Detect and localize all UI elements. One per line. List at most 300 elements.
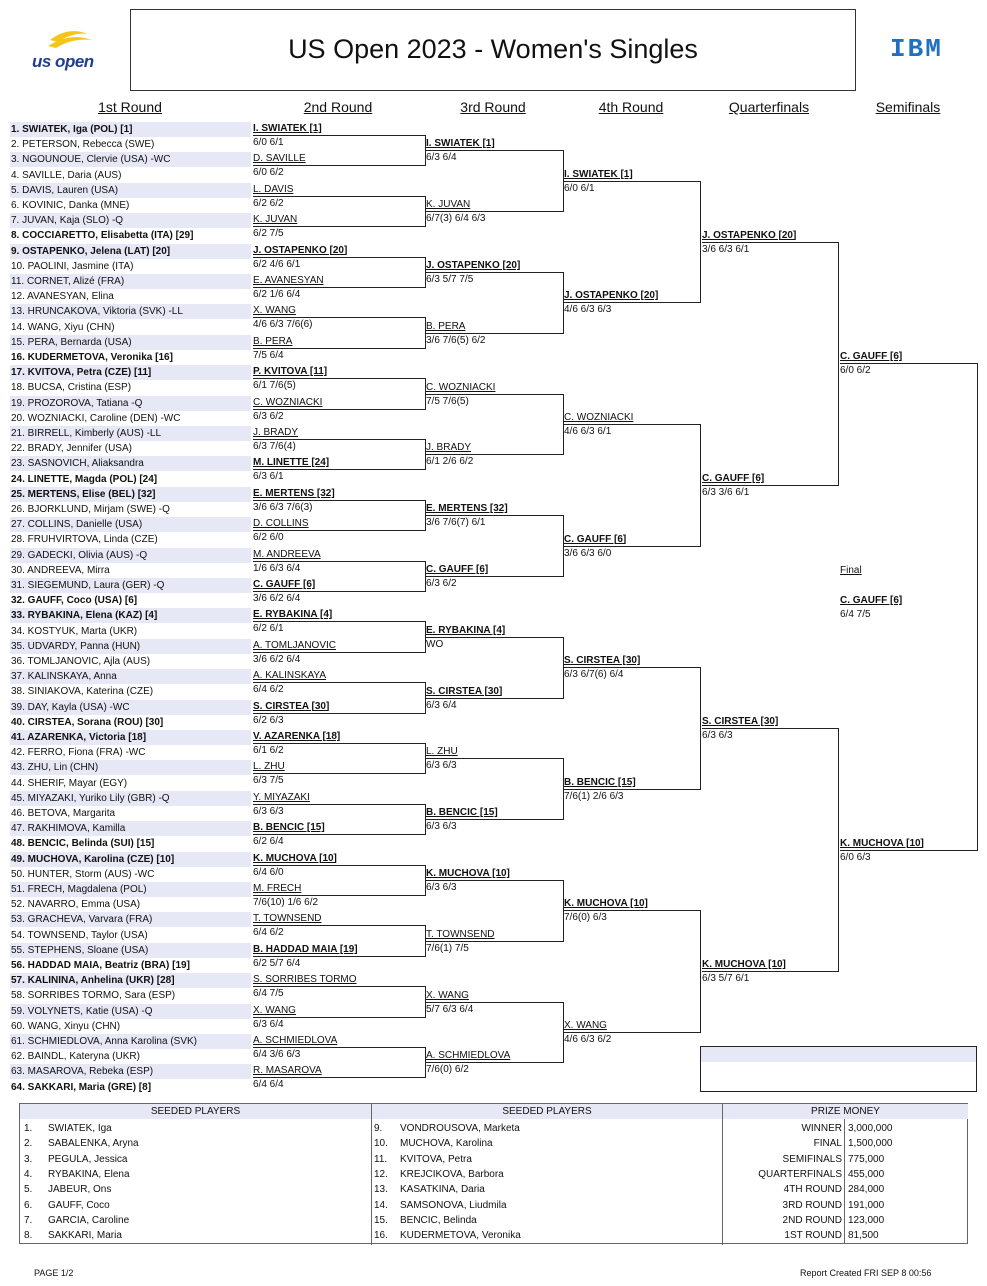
round2-winner: X. WANG bbox=[253, 1004, 296, 1016]
round2-winner: X. WANG bbox=[253, 305, 296, 317]
round4-winner: X. WANG bbox=[564, 1020, 607, 1031]
round2-score: 6/2 6/0 bbox=[253, 532, 284, 544]
bracket-line bbox=[253, 409, 425, 410]
round3-score: 6/3 6/3 bbox=[426, 760, 457, 772]
bracket-line bbox=[700, 910, 701, 1033]
bracket-line bbox=[702, 728, 838, 729]
round-header-4: 4th Round bbox=[598, 99, 664, 115]
bracket-line bbox=[426, 272, 563, 273]
round3-winner: E. RYBAKINA [4] bbox=[426, 624, 506, 636]
round2-winner: C. GAUFF [6] bbox=[253, 579, 316, 590]
prize-header: PRIZE MONEY bbox=[723, 1104, 968, 1119]
round2-winner: D. COLLINS bbox=[253, 518, 309, 530]
bracket-line bbox=[253, 682, 425, 683]
prize-round: WINNER bbox=[801, 1123, 842, 1134]
round1-player: 52. NAVARRO, Emma (USA) bbox=[11, 899, 141, 911]
round2-winner: P. KVITOVA [11] bbox=[253, 366, 328, 378]
bracket-line bbox=[253, 257, 425, 258]
round2-winner: E. RYBAKINA [4] bbox=[253, 609, 333, 621]
round3-score: 6/7(3) 6/4 6/3 bbox=[426, 213, 486, 225]
round2-winner: D. SAVILLE bbox=[253, 153, 306, 165]
round2-score: 4/6 6/3 7/6(6) bbox=[253, 319, 313, 331]
quarterfinals-winner: K. MUCHOVA [10] bbox=[702, 959, 786, 971]
round1-player: 39. DAY, Kayla (USA) -WC bbox=[10, 700, 251, 715]
round1-player: 33. RYBAKINA, Elena (KAZ) [4] bbox=[10, 608, 251, 623]
round2-winner: J. OSTAPENKO [20] bbox=[253, 244, 348, 256]
bracket-line bbox=[426, 454, 563, 455]
bracket-line bbox=[564, 910, 700, 911]
round4-score: 6/3 6/7(6) 6/4 bbox=[564, 669, 624, 681]
round1-player: 64. SAKKARI, Maria (GRE) [8] bbox=[11, 1081, 152, 1093]
round1-player: 7. JUVAN, Kaja (SLO) -Q bbox=[10, 213, 251, 228]
bracket-line bbox=[253, 500, 425, 501]
bracket-line bbox=[253, 591, 425, 592]
round2-score: 6/3 6/1 bbox=[253, 471, 284, 483]
round4-winner: S. CIRSTEA [30] bbox=[564, 655, 641, 667]
seed-name: SAMSONOVA, Liudmila bbox=[400, 1199, 507, 1211]
bracket-line bbox=[426, 637, 563, 638]
champion-box-shade bbox=[701, 1047, 976, 1062]
bracket-line bbox=[253, 773, 425, 774]
round1-player: 32. GAUFF, Coco (USA) [6] bbox=[11, 595, 138, 607]
bracket-line bbox=[253, 135, 425, 136]
round2-score: 6/2 6/3 bbox=[253, 714, 284, 726]
seed-name: KREJCIKOVA, Barbora bbox=[400, 1168, 504, 1180]
round2-score: 6/2 6/2 bbox=[253, 197, 284, 209]
bracket-line bbox=[977, 363, 978, 850]
bracket-line bbox=[253, 226, 425, 227]
round1-player: 16. KUDERMETOVA, Veronika [16] bbox=[11, 352, 173, 363]
round3-winner: C. GAUFF [6] bbox=[426, 564, 489, 575]
seed-name: GAUFF, Coco bbox=[48, 1199, 110, 1211]
round1-player: 50. HUNTER, Storm (AUS) -WC bbox=[11, 868, 155, 880]
round4-winner: B. BENCIC [15] bbox=[564, 776, 636, 788]
round2-score: 6/4 3/6 6/3 bbox=[253, 1049, 301, 1060]
quarterfinals-winner: C. GAUFF [6] bbox=[702, 472, 765, 484]
round2-winner: J. BRADY bbox=[253, 427, 299, 438]
round-header-1: 1st Round bbox=[98, 99, 162, 115]
semifinals-winner: C. GAUFF [6] bbox=[840, 351, 903, 363]
bracket-line bbox=[426, 941, 563, 942]
round3-score: 6/3 5/7 7/5 bbox=[426, 274, 474, 285]
round1-player: 6. KOVINIC, Danka (MNE) bbox=[11, 200, 130, 211]
round1-player: 14. WANG, Xiyu (CHN) bbox=[11, 321, 115, 333]
bracket-line bbox=[253, 439, 425, 440]
bracket-line bbox=[253, 287, 425, 288]
round1-player: 40. CIRSTEA, Sorana (ROU) [30] bbox=[11, 716, 164, 728]
round1-player: 27. COLLINS, Danielle (USA) bbox=[10, 517, 251, 532]
seed-name: KVITOVA, Petra bbox=[400, 1153, 472, 1165]
round2-score: 6/2 1/6 6/4 bbox=[253, 289, 301, 300]
bracket-line bbox=[426, 211, 563, 212]
round1-player: 11. CORNET, Alizé (FRA) bbox=[10, 274, 251, 289]
round1-player: 15. PERA, Bernarda (USA) bbox=[10, 335, 251, 350]
round4-score: 6/0 6/1 bbox=[564, 182, 595, 194]
round4-score: 4/6 6/3 6/2 bbox=[564, 1034, 612, 1045]
round4-winner: C. GAUFF [6] bbox=[564, 533, 627, 545]
final-label: Final bbox=[840, 565, 862, 576]
bracket-line bbox=[253, 561, 425, 562]
round1-player: 42. FERRO, Fiona (FRA) -WC bbox=[11, 747, 146, 759]
round1-player: 46. BETOVA, Margarita bbox=[11, 808, 116, 819]
round3-winner: A. SCHMIEDLOVA bbox=[426, 1050, 511, 1062]
semifinals-winner: K. MUCHOVA [10] bbox=[840, 837, 924, 849]
round1-player: 18. BUCSA, Cristina (ESP) bbox=[11, 382, 132, 394]
bracket-line bbox=[426, 576, 563, 577]
round2-winner: B. BENCIC [15] bbox=[253, 822, 325, 834]
round3-score: 3/6 7/6(7) 6/1 bbox=[426, 517, 486, 529]
round2-winner: I. SWIATEK [1] bbox=[253, 123, 322, 134]
round2-score: 6/1 7/6(5) bbox=[253, 380, 296, 392]
round2-score: 7/6(10) 1/6 6/2 bbox=[253, 897, 319, 908]
round2-winner: S. SORRIBES TORMO bbox=[253, 974, 357, 986]
bracket-line bbox=[564, 1032, 700, 1033]
seed-number: 12. bbox=[374, 1168, 388, 1180]
round1-player: 21. BIRRELL, Kimberly (AUS) -LL bbox=[10, 426, 251, 441]
round-header-2: 2nd Round bbox=[303, 99, 373, 115]
round2-winner: R. MASAROVA bbox=[253, 1065, 322, 1077]
round3-score: WO bbox=[426, 638, 444, 650]
round2-score: 6/4 6/4 bbox=[253, 1079, 284, 1091]
round1-player: 24. LINETTE, Magda (POL) [24] bbox=[11, 473, 158, 485]
bracket-line bbox=[426, 333, 563, 334]
prize-round: 3RD ROUND bbox=[782, 1199, 842, 1211]
bracket-line bbox=[564, 789, 700, 790]
bracket-line bbox=[426, 150, 563, 151]
round2-score: 3/6 6/2 6/4 bbox=[253, 653, 301, 665]
round-header-qf: Quarterfinals bbox=[728, 99, 810, 115]
bracket-line bbox=[253, 713, 425, 714]
round2-winner: S. CIRSTEA [30] bbox=[253, 700, 330, 712]
bracket-line bbox=[564, 181, 700, 182]
seed-name: SABALENKA, Aryna bbox=[48, 1138, 139, 1150]
round2-score: 6/3 7/5 bbox=[253, 775, 284, 787]
round1-player: 9. OSTAPENKO, Jelena (LAT) [20] bbox=[10, 244, 251, 259]
round1-player: 35. UDVARDY, Panna (HUN) bbox=[10, 639, 251, 654]
round2-score: 1/6 6/3 6/4 bbox=[253, 562, 301, 574]
seed-number: 11. bbox=[374, 1153, 388, 1165]
quarterfinals-score: 6/3 3/6 6/1 bbox=[702, 486, 750, 498]
round1-player: 25. MERTENS, Elise (BEL) [32] bbox=[10, 487, 251, 502]
round2-score: 3/6 6/3 7/6(3) bbox=[253, 501, 313, 513]
seed-name: SAKKARI, Maria bbox=[48, 1230, 122, 1242]
round1-player: 23. SASNOVICH, Aliaksandra bbox=[10, 456, 251, 471]
prize-round: QUARTERFINALS bbox=[758, 1168, 842, 1180]
round2-score: 6/1 6/2 bbox=[253, 745, 284, 756]
bracket-line bbox=[253, 621, 425, 622]
round2-score: 6/2 4/6 6/1 bbox=[253, 258, 301, 270]
round1-player: 29. GADECKI, Olivia (AUS) -Q bbox=[10, 548, 251, 563]
round4-score: 7/6(0) 6/3 bbox=[564, 912, 607, 924]
round4-winner: K. MUCHOVA [10] bbox=[564, 898, 648, 910]
round1-player: 44. SHERIF, Mayar (EGY) bbox=[11, 777, 128, 789]
round1-player: 54. TOWNSEND, Taylor (USA) bbox=[11, 929, 148, 941]
quarterfinals-score: 6/3 5/7 6/1 bbox=[702, 973, 750, 985]
page-number: PAGE 1/2 bbox=[34, 1268, 74, 1278]
round2-score: 6/3 6/3 bbox=[253, 805, 284, 817]
round2-winner: B. PERA bbox=[253, 335, 293, 347]
us-open-wordmark: us open bbox=[32, 52, 94, 71]
bracket-line bbox=[426, 819, 563, 820]
seed-name: GARCIA, Caroline bbox=[48, 1214, 130, 1226]
seed-name: KUDERMETOVA, Veronika bbox=[400, 1230, 521, 1242]
seed-number: 13. bbox=[374, 1184, 388, 1196]
final-score: 6/4 7/5 bbox=[840, 609, 871, 620]
bracket-line bbox=[700, 667, 701, 790]
seed-name: MUCHOVA, Karolina bbox=[400, 1138, 493, 1150]
round2-score: 3/6 6/2 6/4 bbox=[253, 593, 301, 604]
round4-winner: C. WOZNIACKI bbox=[564, 412, 634, 423]
round3-score: 6/3 6/2 bbox=[426, 578, 457, 589]
bracket-line bbox=[702, 971, 838, 972]
round1-player: 3. NGOUNOUE, Clervie (USA) -WC bbox=[10, 152, 251, 167]
bracket-line bbox=[253, 1017, 425, 1018]
seed-name: VONDROUSOVA, Marketa bbox=[400, 1123, 520, 1134]
final-winner: C. GAUFF [6] bbox=[840, 595, 903, 606]
bracket-line bbox=[253, 865, 425, 866]
semifinals-score: 6/0 6/2 bbox=[840, 365, 871, 377]
seed-number: 4. bbox=[24, 1168, 33, 1180]
round1-player: 58. SORRIBES TORMO, Sara (ESP) bbox=[11, 990, 176, 1002]
round2-score: 6/0 6/1 bbox=[253, 137, 284, 148]
seed-number: 6. bbox=[24, 1199, 33, 1211]
round3-score: 7/6(1) 7/5 bbox=[426, 942, 469, 954]
bracket-line bbox=[253, 196, 425, 197]
round3-winner: K. JUVAN bbox=[426, 199, 471, 211]
round1-player: 22. BRADY, Jennifer (USA) bbox=[11, 443, 132, 455]
bracket-line bbox=[426, 1062, 563, 1063]
round1-player: 2. PETERSON, Rebecca (SWE) bbox=[11, 139, 155, 151]
bracket-line bbox=[840, 363, 977, 364]
prize-round: 4TH ROUND bbox=[783, 1184, 842, 1196]
prize-amount: 81,500 bbox=[848, 1230, 879, 1242]
quarterfinals-winner: J. OSTAPENKO [20] bbox=[702, 229, 797, 241]
round1-player: 43. ZHU, Lin (CHN) bbox=[10, 760, 251, 775]
round2-score: 6/3 7/6(4) bbox=[253, 441, 296, 452]
seed-name: PEGULA, Jessica bbox=[48, 1153, 128, 1165]
round1-player: 48. BENCIC, Belinda (SUI) [15] bbox=[11, 838, 155, 850]
seed-name: SWIATEK, Iga bbox=[48, 1123, 112, 1134]
round1-player: 45. MIYAZAKI, Yuriko Lily (GBR) -Q bbox=[10, 791, 251, 806]
round1-player: 8. COCCIARETTO, Elisabetta (ITA) [29] bbox=[11, 230, 194, 242]
round2-score: 6/4 7/5 bbox=[253, 988, 284, 1000]
round2-winner: Y. MIYAZAKI bbox=[253, 791, 310, 803]
bracket-line bbox=[253, 956, 425, 957]
divider bbox=[371, 1104, 372, 1245]
bracket-line bbox=[426, 515, 563, 516]
bracket-line bbox=[564, 302, 700, 303]
prize-divider bbox=[844, 1119, 845, 1244]
prize-round: 1ST ROUND bbox=[784, 1230, 842, 1242]
round2-winner: A. KALINSKAYA bbox=[253, 670, 326, 682]
round4-winner: J. OSTAPENKO [20] bbox=[564, 290, 659, 302]
round3-winner: C. WOZNIACKI bbox=[426, 381, 496, 393]
round3-winner: E. MERTENS [32] bbox=[426, 503, 508, 515]
round1-player: 5. DAVIS, Lauren (USA) bbox=[10, 183, 251, 198]
title-box bbox=[130, 9, 856, 91]
bracket-line bbox=[426, 698, 563, 699]
bracket-line bbox=[253, 1077, 425, 1078]
bracket-line bbox=[253, 469, 425, 470]
bracket-line bbox=[253, 743, 425, 744]
round1-player: 63. MASAROVA, Rebeka (ESP) bbox=[10, 1064, 251, 1079]
round2-score: 6/0 6/2 bbox=[253, 167, 284, 179]
bracket-line bbox=[253, 317, 425, 318]
prize-amount: 123,000 bbox=[848, 1214, 885, 1226]
round4-winner: I. SWIATEK [1] bbox=[564, 168, 633, 180]
round3-winner: L. ZHU bbox=[426, 746, 458, 758]
round1-player: 41. AZARENKA, Victoria [18] bbox=[10, 730, 251, 745]
round3-score: 6/3 6/3 bbox=[426, 821, 457, 833]
round3-winner: T. TOWNSEND bbox=[426, 928, 495, 940]
champion-box bbox=[700, 1046, 977, 1092]
round1-player: 26. BJORKLUND, Mirjam (SWE) -Q bbox=[11, 504, 170, 515]
bracket-line bbox=[253, 348, 425, 349]
bracket-line bbox=[702, 485, 838, 486]
bracket-line bbox=[253, 1047, 425, 1048]
round3-score: 6/3 6/3 bbox=[426, 882, 457, 893]
bracket-line bbox=[700, 424, 701, 547]
bracket-line bbox=[426, 758, 563, 759]
prize-amount: 3,000,000 bbox=[848, 1123, 893, 1134]
seed-number: 16. bbox=[374, 1230, 388, 1242]
prize-amount: 191,000 bbox=[848, 1199, 885, 1211]
prize-amount: 455,000 bbox=[848, 1168, 885, 1180]
round1-player: 49. MUCHOVA, Karolina (CZE) [10] bbox=[10, 852, 251, 867]
bracket-line bbox=[253, 804, 425, 805]
bracket-line bbox=[426, 880, 563, 881]
round2-winner: T. TOWNSEND bbox=[253, 913, 322, 925]
prize-amount: 284,000 bbox=[848, 1184, 885, 1196]
prize-round: SEMIFINALS bbox=[782, 1153, 842, 1165]
round1-player: 60. WANG, Xinyu (CHN) bbox=[11, 1020, 121, 1032]
round1-player: 38. SINIAKOVA, Katerina (CZE) bbox=[11, 686, 154, 698]
round1-player: 31. SIEGEMUND, Laura (GER) -Q bbox=[10, 578, 251, 593]
bracket-line bbox=[253, 530, 425, 531]
bracket-line bbox=[702, 242, 838, 243]
round2-winner: M. LINETTE [24] bbox=[253, 457, 330, 469]
round2-score: 6/2 6/1 bbox=[253, 623, 284, 635]
round-header-sf: Semifinals bbox=[875, 99, 941, 115]
round1-player: 51. FRECH, Magdalena (POL) bbox=[10, 882, 251, 897]
round2-winner: C. WOZNIACKI bbox=[253, 396, 323, 408]
round3-winner: B. PERA bbox=[426, 320, 466, 332]
round2-winner: M. ANDREEVA bbox=[253, 548, 321, 560]
round2-winner: A. TOMLJANOVIC bbox=[253, 639, 336, 651]
round3-score: 6/1 2/6 6/2 bbox=[426, 456, 474, 468]
round4-score: 3/6 6/3 6/0 bbox=[564, 547, 612, 559]
bracket-line bbox=[838, 242, 839, 486]
round1-player: 57. KALININA, Anhelina (UKR) [28] bbox=[10, 973, 251, 988]
round3-winner: K. MUCHOVA [10] bbox=[426, 868, 510, 879]
seed-number: 3. bbox=[24, 1153, 33, 1165]
round1-player: 12. AVANESYAN, Elina bbox=[11, 291, 114, 303]
round2-winner: B. HADDAD MAIA [19] bbox=[253, 943, 358, 955]
seed-name: KASATKINA, Daria bbox=[400, 1184, 485, 1196]
round1-player: 20. WOZNIACKI, Caroline (DEN) -WC bbox=[11, 412, 181, 424]
bracket-line bbox=[253, 925, 425, 926]
seed-number: 2. bbox=[24, 1138, 33, 1150]
round2-score: 6/4 6/0 bbox=[253, 866, 284, 878]
seed-number: 15. bbox=[374, 1214, 388, 1226]
round-header-3: 3rd Round bbox=[460, 99, 526, 115]
seed-number: 14. bbox=[374, 1199, 388, 1211]
round1-player: 59. VOLYNETS, Katie (USA) -Q bbox=[10, 1004, 251, 1019]
bracket-line bbox=[253, 652, 425, 653]
bracket-line bbox=[564, 546, 700, 547]
round1-player: 55. STEPHENS, Sloane (USA) bbox=[10, 943, 251, 958]
summary-table bbox=[19, 1103, 968, 1244]
round1-player: 13. HRUNCAKOVA, Viktoria (SVK) -LL bbox=[10, 304, 251, 319]
seed-number: 7. bbox=[24, 1214, 33, 1226]
seed-name: BENCIC, Belinda bbox=[400, 1214, 477, 1226]
prize-round: 2ND ROUND bbox=[782, 1214, 842, 1226]
semifinals-score: 6/0 6/3 bbox=[840, 851, 871, 863]
bracket-line bbox=[840, 850, 977, 851]
round1-player: 10. PAOLINI, Jasmine (ITA) bbox=[11, 260, 134, 272]
seed-name: JABEUR, Ons bbox=[48, 1184, 112, 1196]
bracket-line bbox=[564, 424, 700, 425]
round2-score: 6/3 6/2 bbox=[253, 410, 284, 422]
round4-score: 7/6(1) 2/6 6/3 bbox=[564, 790, 624, 802]
round4-score: 4/6 6/3 6/3 bbox=[564, 304, 612, 316]
round2-winner: L. DAVIS bbox=[253, 183, 294, 195]
round2-winner: E. AVANESYAN bbox=[253, 275, 324, 286]
round2-winner: L. ZHU bbox=[253, 761, 285, 773]
round1-player: 61. SCHMIEDLOVA, Anna Karolina (SVK) bbox=[10, 1034, 251, 1049]
round3-score: 3/6 7/6(5) 6/2 bbox=[426, 334, 486, 346]
round2-score: 6/3 6/4 bbox=[253, 1018, 284, 1030]
round1-player: 30. ANDREEVA, Mirra bbox=[11, 564, 110, 576]
round2-winner: A. SCHMIEDLOVA bbox=[253, 1035, 338, 1046]
round1-player: 4. SAVILLE, Daria (AUS) bbox=[11, 169, 122, 181]
round3-score: 7/6(0) 6/2 bbox=[426, 1064, 469, 1076]
prize-round: FINAL bbox=[813, 1138, 842, 1150]
round1-player: 28. FRUHVIRTOVA, Linda (CZE) bbox=[11, 534, 158, 546]
bracket-line bbox=[253, 986, 425, 987]
round3-winner: J. OSTAPENKO [20] bbox=[426, 260, 521, 271]
bracket-line bbox=[700, 181, 701, 304]
quarterfinals-score: 3/6 6/3 6/1 bbox=[702, 243, 750, 255]
seed-name: RYBAKINA, Elena bbox=[48, 1168, 130, 1180]
page-title: US Open 2023 - Women's Singles bbox=[288, 34, 698, 64]
round1-player: 1. SWIATEK, Iga (POL) [1] bbox=[10, 122, 251, 137]
prize-amount: 775,000 bbox=[848, 1153, 885, 1165]
round3-winner: X. WANG bbox=[426, 989, 469, 1001]
seed-number: 8. bbox=[24, 1230, 33, 1242]
round1-player: 62. BAINDL, Kateryna (UKR) bbox=[11, 1051, 140, 1063]
bracket-line bbox=[253, 378, 425, 379]
round1-player: 56. HADDAD MAIA, Beatriz (BRA) [19] bbox=[11, 960, 190, 971]
round1-player: 37. KALINSKAYA, Anna bbox=[10, 669, 251, 684]
round2-score: 6/2 5/7 6/4 bbox=[253, 957, 301, 969]
round3-score: 5/7 6/3 6/4 bbox=[426, 1003, 474, 1015]
round2-winner: V. AZARENKA [18] bbox=[253, 731, 341, 742]
round4-score: 4/6 6/3 6/1 bbox=[564, 426, 612, 437]
round3-winner: I. SWIATEK [1] bbox=[426, 138, 495, 150]
round3-winner: J. BRADY bbox=[426, 442, 472, 454]
seeded-header-left: SEEDED PLAYERS bbox=[20, 1104, 371, 1119]
bracket-line bbox=[253, 165, 425, 166]
round1-player: 17. KVITOVA, Petra (CZE) [11] bbox=[10, 365, 251, 380]
round2-score: 6/4 6/2 bbox=[253, 927, 284, 939]
round2-winner: K. JUVAN bbox=[253, 214, 298, 226]
seed-number: 9. bbox=[374, 1123, 383, 1134]
round2-winner: E. MERTENS [32] bbox=[253, 487, 335, 499]
seed-number: 1. bbox=[24, 1123, 33, 1134]
quarterfinals-winner: S. CIRSTEA [30] bbox=[702, 716, 779, 727]
round1-player: 19. PROZOROVA, Tatiana -Q bbox=[10, 396, 251, 411]
